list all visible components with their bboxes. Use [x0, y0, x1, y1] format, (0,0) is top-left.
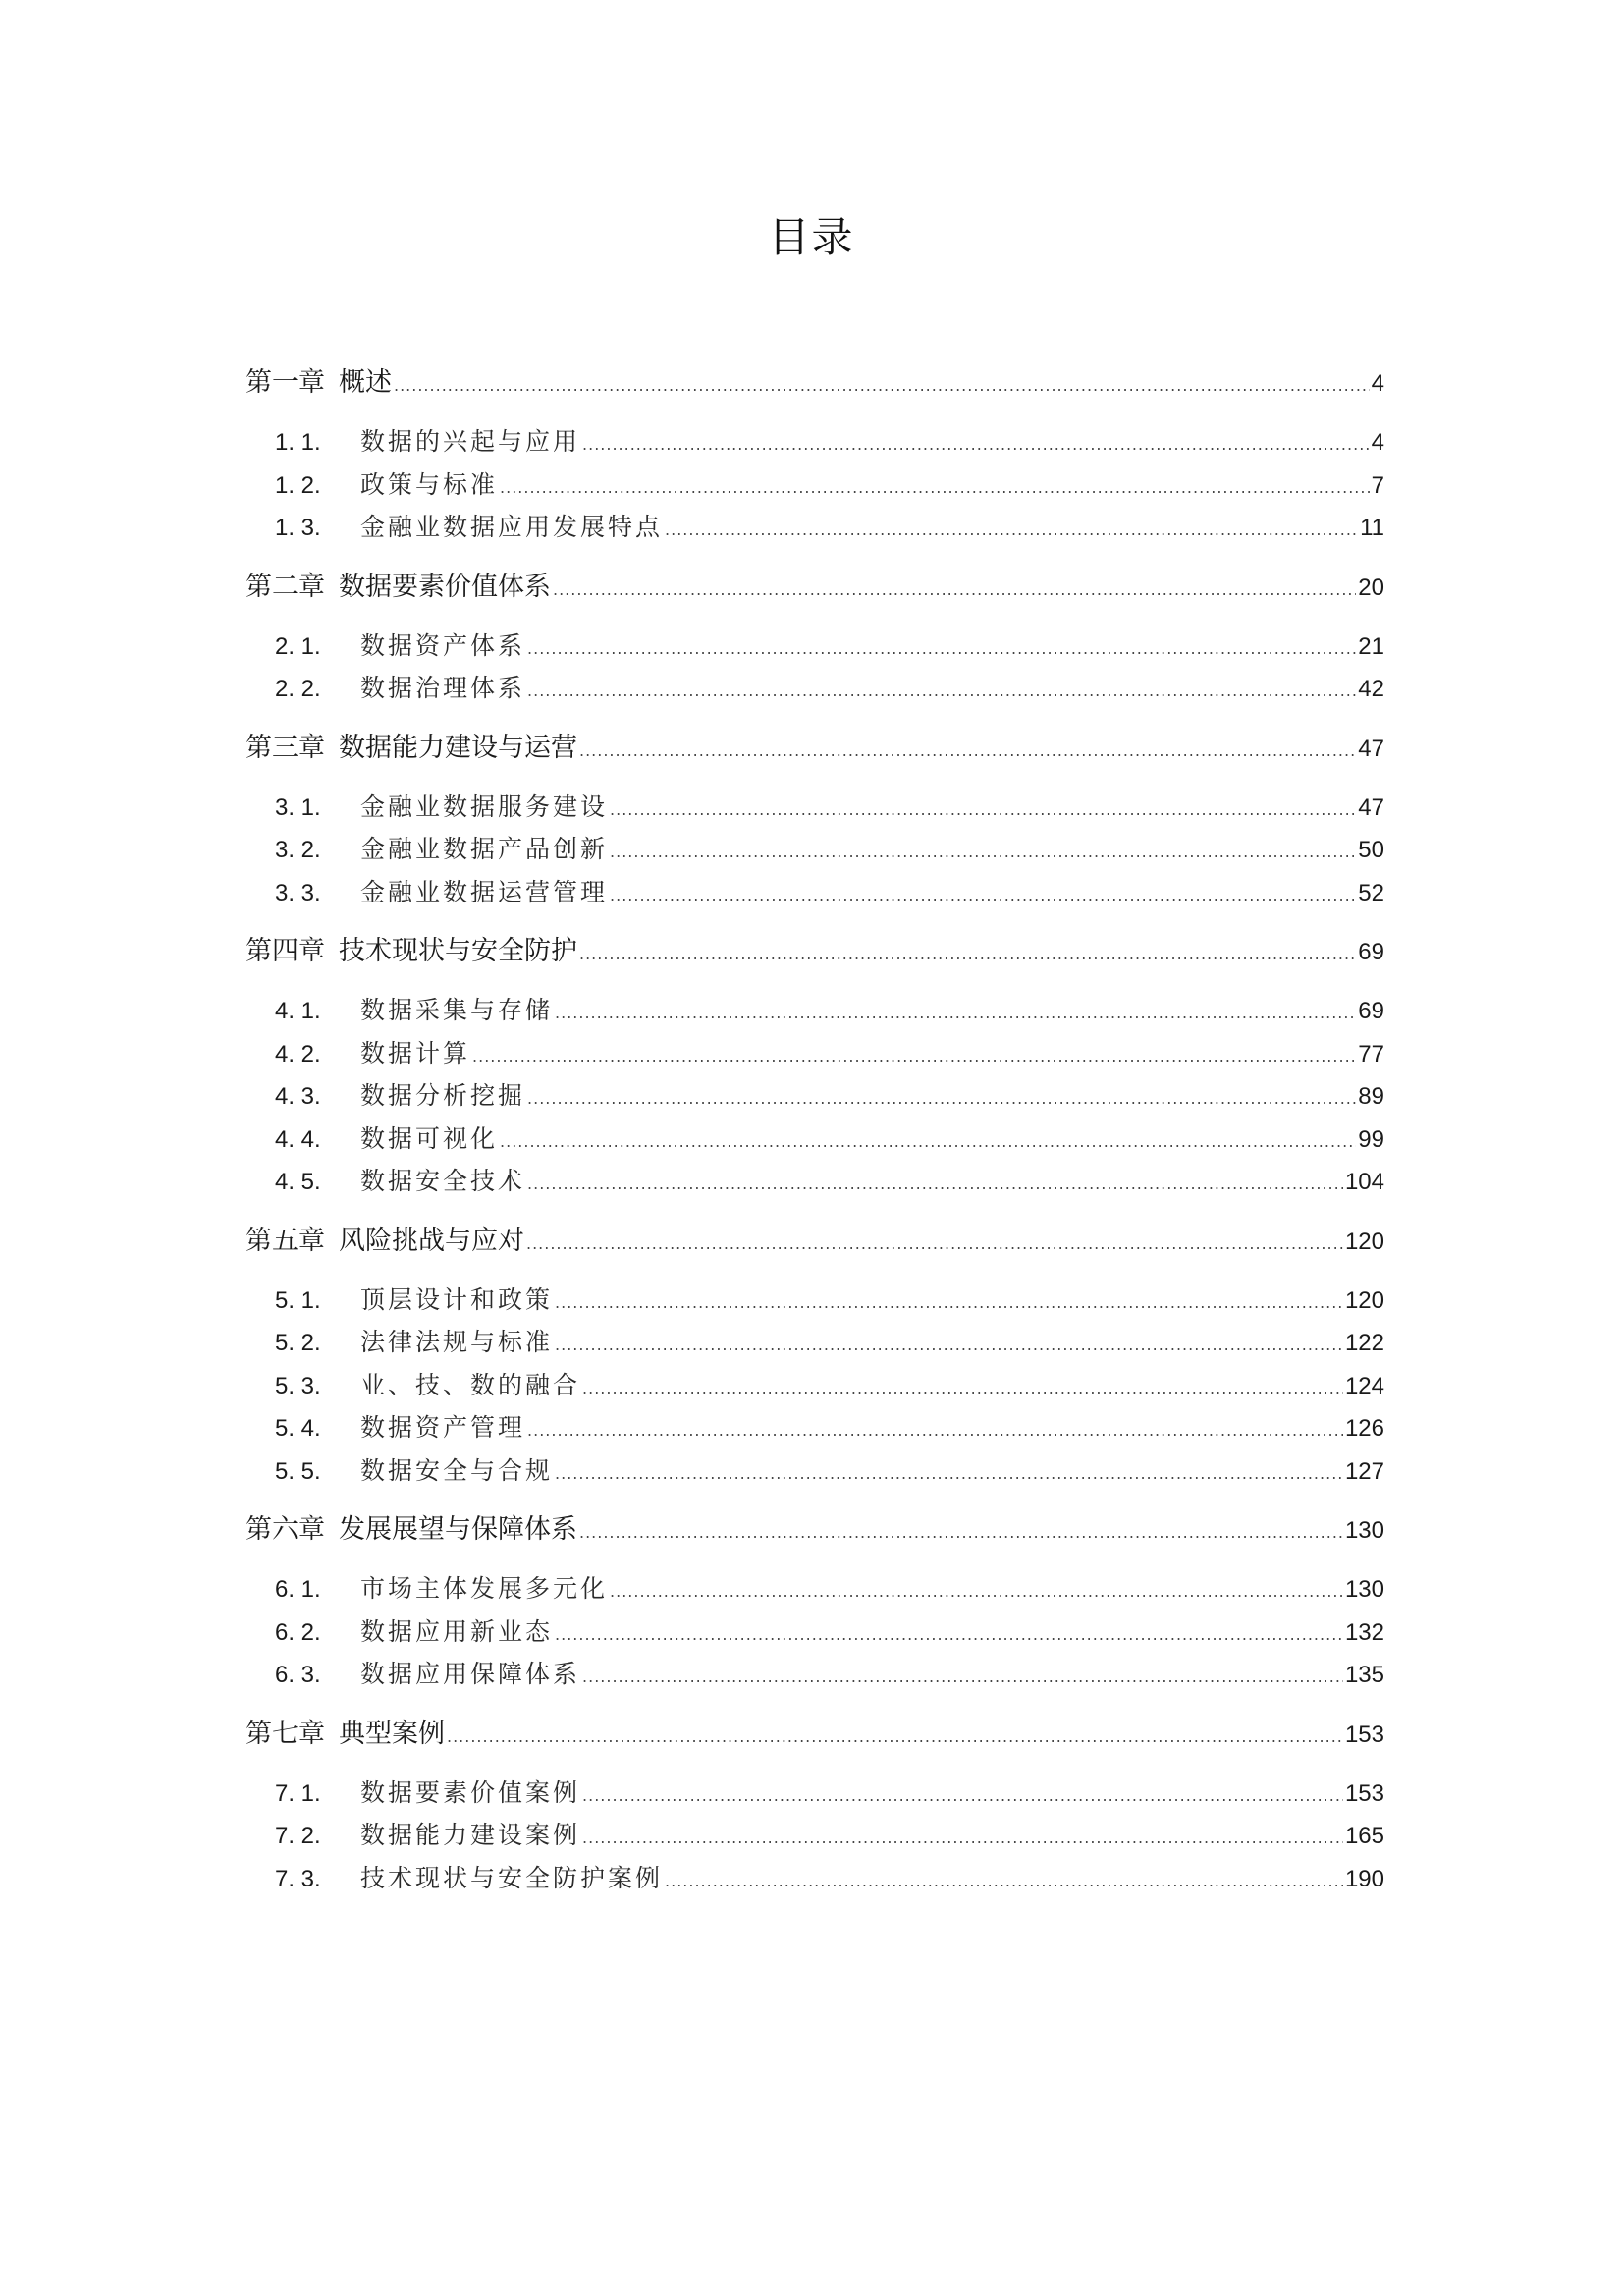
dot-leader [610, 874, 1356, 917]
toc-chapter-entry[interactable] [245, 1220, 1384, 1262]
section-page-number: 153 [1344, 1779, 1384, 1807]
toc-section-entry[interactable] [245, 506, 1384, 549]
section-number: 1. 2. [275, 471, 321, 499]
dot-leader [582, 1656, 1343, 1699]
section-title: 数据计算 [360, 1038, 471, 1067]
chapter-title: 数据要素价值体系 [339, 571, 551, 602]
toc-section-entry[interactable] [245, 1449, 1384, 1493]
section-number: 4. 3. [275, 1083, 321, 1110]
dot-leader [527, 1163, 1343, 1206]
toc-section-entry[interactable] [245, 1611, 1384, 1654]
chapter-label: 第一章 [245, 367, 325, 398]
section-title: 数据采集与存储 [360, 996, 554, 1024]
dot-leader [472, 1035, 1356, 1078]
toc-chapter-entry[interactable] [245, 566, 1384, 608]
toc-chapter-entry[interactable] [245, 727, 1384, 769]
toc-section-entry[interactable] [245, 1406, 1384, 1449]
toc-section-entry[interactable] [245, 1321, 1384, 1364]
dot-leader [526, 1223, 1343, 1265]
section-page-number: 7 [1371, 471, 1384, 499]
section-page-number: 122 [1344, 1330, 1384, 1356]
dot-leader [579, 933, 1356, 975]
table-of-contents [245, 361, 1384, 1899]
dot-leader [665, 509, 1358, 552]
section-title: 顶层设计和政策 [360, 1285, 554, 1314]
dot-leader [447, 1716, 1343, 1758]
section-page-number: 47 [1358, 793, 1384, 821]
dot-leader [582, 423, 1370, 466]
section-title: 业、技、数的融合 [360, 1370, 581, 1399]
section-page-number: 50 [1358, 837, 1384, 863]
section-page-number: 165 [1344, 1823, 1384, 1849]
section-number: 2. 2. [275, 676, 321, 702]
dot-leader [555, 1324, 1343, 1367]
dot-leader [610, 789, 1356, 832]
toc-chapter-entry[interactable] [245, 930, 1384, 972]
section-title: 数据治理体系 [360, 674, 526, 702]
chapter-label: 第四章 [245, 936, 325, 966]
section-page-number: 52 [1358, 879, 1384, 906]
section-title: 数据的兴起与应用 [360, 427, 581, 456]
toc-section-entry[interactable] [245, 1772, 1384, 1815]
section-number: 4. 4. [275, 1125, 321, 1153]
section-page-number: 89 [1358, 1083, 1384, 1110]
section-page-number: 77 [1358, 1040, 1384, 1067]
section-number: 3. 3. [275, 879, 321, 906]
dot-leader [527, 1409, 1343, 1452]
dot-leader [394, 364, 1370, 407]
chapter-title: 数据能力建设与运营 [339, 732, 577, 763]
chapter-page-number: 47 [1358, 735, 1384, 762]
dot-leader [665, 1860, 1343, 1903]
section-page-number: 127 [1344, 1457, 1384, 1485]
section-title: 政策与标准 [360, 469, 499, 499]
section-page-number: 120 [1344, 1286, 1384, 1314]
section-page-number: 124 [1344, 1372, 1384, 1399]
section-number: 5. 2. [275, 1330, 321, 1356]
page-title: 目录 [768, 213, 855, 261]
toc-section-entry[interactable] [245, 625, 1384, 668]
section-number: 5. 3. [275, 1372, 321, 1399]
section-page-number: 69 [1358, 998, 1384, 1024]
section-page-number: 135 [1344, 1662, 1384, 1688]
section-title: 数据应用保障体系 [360, 1660, 581, 1688]
section-title: 数据资产体系 [360, 630, 526, 660]
section-page-number: 99 [1358, 1125, 1384, 1153]
toc-section-entry[interactable] [245, 1814, 1384, 1857]
section-number: 7. 3. [275, 1865, 321, 1892]
section-title: 金融业数据应用发展特点 [360, 513, 664, 541]
chapter-page-number: 130 [1344, 1517, 1384, 1544]
toc-section-entry[interactable] [245, 1653, 1384, 1696]
section-title: 数据应用新业态 [360, 1616, 554, 1646]
section-title: 数据可视化 [360, 1123, 499, 1153]
toc-section-entry[interactable] [245, 1857, 1384, 1900]
section-number: 2. 1. [275, 632, 321, 660]
section-title: 金融业数据运营管理 [360, 877, 609, 906]
section-page-number: 132 [1344, 1618, 1384, 1646]
section-number: 3. 1. [275, 793, 321, 821]
chapter-page-number: 4 [1371, 370, 1384, 397]
toc-chapter-entry[interactable] [245, 361, 1384, 404]
section-page-number: 42 [1358, 676, 1384, 702]
dot-leader [582, 1775, 1343, 1818]
section-number: 7. 2. [275, 1823, 321, 1849]
section-number: 6. 2. [275, 1618, 321, 1646]
toc-section-entry[interactable] [245, 420, 1384, 464]
section-title: 数据安全技术 [360, 1167, 526, 1195]
dot-leader [555, 1282, 1343, 1325]
section-title: 技术现状与安全防护案例 [360, 1863, 664, 1892]
section-title: 数据要素价值案例 [360, 1777, 581, 1807]
dot-leader [579, 730, 1356, 772]
dot-leader [555, 992, 1356, 1035]
section-title: 金融业数据产品创新 [360, 835, 609, 863]
section-page-number: 190 [1344, 1865, 1384, 1892]
section-title: 数据资产管理 [360, 1413, 526, 1442]
toc-section-entry[interactable] [245, 1032, 1384, 1075]
toc-section-entry[interactable] [245, 1118, 1384, 1161]
chapter-label: 第二章 [245, 571, 325, 602]
section-number: 7. 1. [275, 1779, 321, 1807]
section-number: 5. 1. [275, 1286, 321, 1314]
chapter-page-number: 153 [1344, 1721, 1384, 1748]
chapter-page-number: 69 [1358, 939, 1384, 965]
toc-section-entry[interactable] [245, 667, 1384, 710]
section-number: 5. 5. [275, 1457, 321, 1485]
chapter-label: 第七章 [245, 1718, 325, 1749]
toc-section-entry[interactable] [245, 989, 1384, 1032]
toc-section-entry[interactable] [245, 464, 1384, 507]
section-title: 市场主体发展多元化 [360, 1574, 609, 1603]
chapter-page-number: 20 [1358, 574, 1384, 601]
chapter-title: 发展展望与保障体系 [339, 1514, 577, 1545]
section-number: 5. 4. [275, 1415, 321, 1442]
toc-section-entry[interactable] [245, 1567, 1384, 1611]
dot-leader [527, 670, 1356, 713]
section-page-number: 11 [1360, 515, 1384, 541]
dot-leader [500, 466, 1370, 510]
dot-leader [553, 569, 1356, 611]
section-number: 6. 1. [275, 1576, 321, 1603]
section-title: 金融业数据服务建设 [360, 792, 609, 821]
dot-leader [610, 1570, 1343, 1613]
toc-section-entry[interactable] [245, 1074, 1384, 1118]
dot-leader [582, 1367, 1343, 1410]
dot-leader [500, 1121, 1356, 1164]
toc-section-entry[interactable] [245, 1160, 1384, 1203]
section-number: 6. 3. [275, 1662, 321, 1688]
chapter-title: 技术现状与安全防护 [339, 936, 577, 966]
section-number: 4. 5. [275, 1169, 321, 1195]
dot-leader [582, 1817, 1343, 1860]
chapter-label: 第六章 [245, 1514, 325, 1545]
toc-chapter-entry[interactable] [245, 1508, 1384, 1551]
section-number: 4. 1. [275, 998, 321, 1024]
toc-section-entry[interactable] [245, 1364, 1384, 1407]
toc-section-entry[interactable] [245, 828, 1384, 871]
chapter-label: 第三章 [245, 732, 325, 763]
dot-leader [610, 831, 1356, 874]
section-page-number: 21 [1358, 632, 1384, 660]
chapter-title: 概述 [339, 367, 392, 398]
section-number: 4. 2. [275, 1040, 321, 1067]
toc-section-entry[interactable] [245, 786, 1384, 829]
chapter-title: 风险挑战与应对 [339, 1225, 524, 1256]
section-title: 法律法规与标准 [360, 1328, 554, 1356]
section-page-number: 4 [1371, 429, 1384, 456]
section-number: 3. 2. [275, 837, 321, 863]
dot-leader [555, 1452, 1343, 1496]
chapter-page-number: 120 [1344, 1228, 1384, 1255]
section-number: 1. 1. [275, 429, 321, 456]
section-page-number: 104 [1344, 1169, 1384, 1195]
dot-leader [555, 1613, 1343, 1657]
toc-section-entry[interactable] [245, 871, 1384, 914]
section-title: 数据分析挖掘 [360, 1081, 526, 1110]
section-page-number: 130 [1344, 1576, 1384, 1603]
chapter-title: 典型案例 [339, 1718, 445, 1749]
section-title: 数据安全与合规 [360, 1455, 554, 1485]
section-page-number: 126 [1344, 1415, 1384, 1442]
dot-leader [527, 1077, 1356, 1121]
section-number: 1. 3. [275, 515, 321, 541]
dot-leader [527, 628, 1356, 671]
section-title: 数据能力建设案例 [360, 1821, 581, 1849]
toc-section-entry[interactable] [245, 1279, 1384, 1322]
dot-leader [579, 1511, 1343, 1554]
chapter-label: 第五章 [245, 1225, 325, 1256]
toc-chapter-entry[interactable] [245, 1713, 1384, 1755]
